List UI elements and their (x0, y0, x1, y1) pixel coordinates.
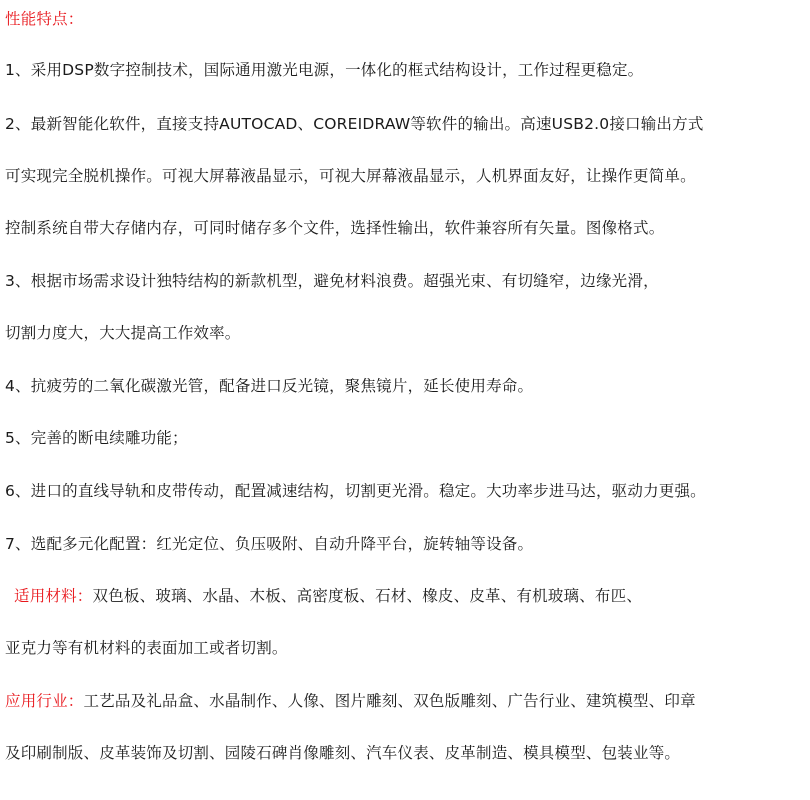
feature-line-10: 7、选配多元化配置：红光定位、负压吸附、自动升降平台，旋转轴等设备。 (5, 535, 534, 553)
industries-line-2: 及印刷制版、皮革装饰及切割、园陵石碑肖像雕刻、汽车仪表、皮革制造、模具模型、包装业等。 (5, 744, 681, 762)
industries-text: 工艺品及礼品盒、水晶制作、人像、图片雕刻、双色版雕刻、广告行业、建筑模型、印章 (83, 692, 696, 710)
industries-label: 应用行业： (5, 692, 84, 710)
materials-label: 适用材料： (14, 587, 93, 605)
feature-line-2: 2、最新智能化软件，直接支持AUTOCAD、COREIDRAW等软件的输出。高速USB2.0接口输出方式 (5, 115, 704, 133)
feature-line-3: 可实现完全脱机操作。可视大屏幕液晶显示，可视大屏幕液晶显示，人机界面友好，让操作更简单。 (5, 167, 696, 185)
feature-line-9: 6、进口的直线导轨和皮带传动，配置减速结构，切割更光滑。稳定。大功率步进马达，驱动力更强。 (5, 482, 706, 500)
feature-line-4: 控制系统自带大存储内存，可同时储存多个文件，选择性输出，软件兼容所有矢量。图像格式。 (5, 219, 665, 237)
feature-line-1: 1、采用DSP数字控制技术，国际通用激光电源，一体化的框式结构设计，工作过程更稳定。 (5, 61, 644, 79)
materials-row (14, 585, 642, 607)
materials-line-2: 亚克力等有机材料的表面加工或者切割。 (5, 639, 288, 657)
feature-line-5: 3、根据市场需求设计独特结构的新款机型，避免材料浪费。超强光束、有切缝窄，边缘光滑， (5, 272, 659, 290)
feature-line-6: 切割力度大，大大提高工作效率。 (5, 324, 241, 342)
features-heading: 性能特点： (5, 10, 84, 28)
industries-row (5, 690, 696, 712)
materials-text: 双色板、玻璃、水晶、木板、高密度板、石材、橡皮、皮革、有机玻璃、布匹、 (92, 587, 643, 605)
feature-line-7: 4、抗疲劳的二氧化碳激光管，配备进口反光镜，聚焦镜片，延长使用寿命。 (5, 377, 534, 395)
feature-line-8: 5、完善的断电续雕功能； (5, 429, 188, 447)
